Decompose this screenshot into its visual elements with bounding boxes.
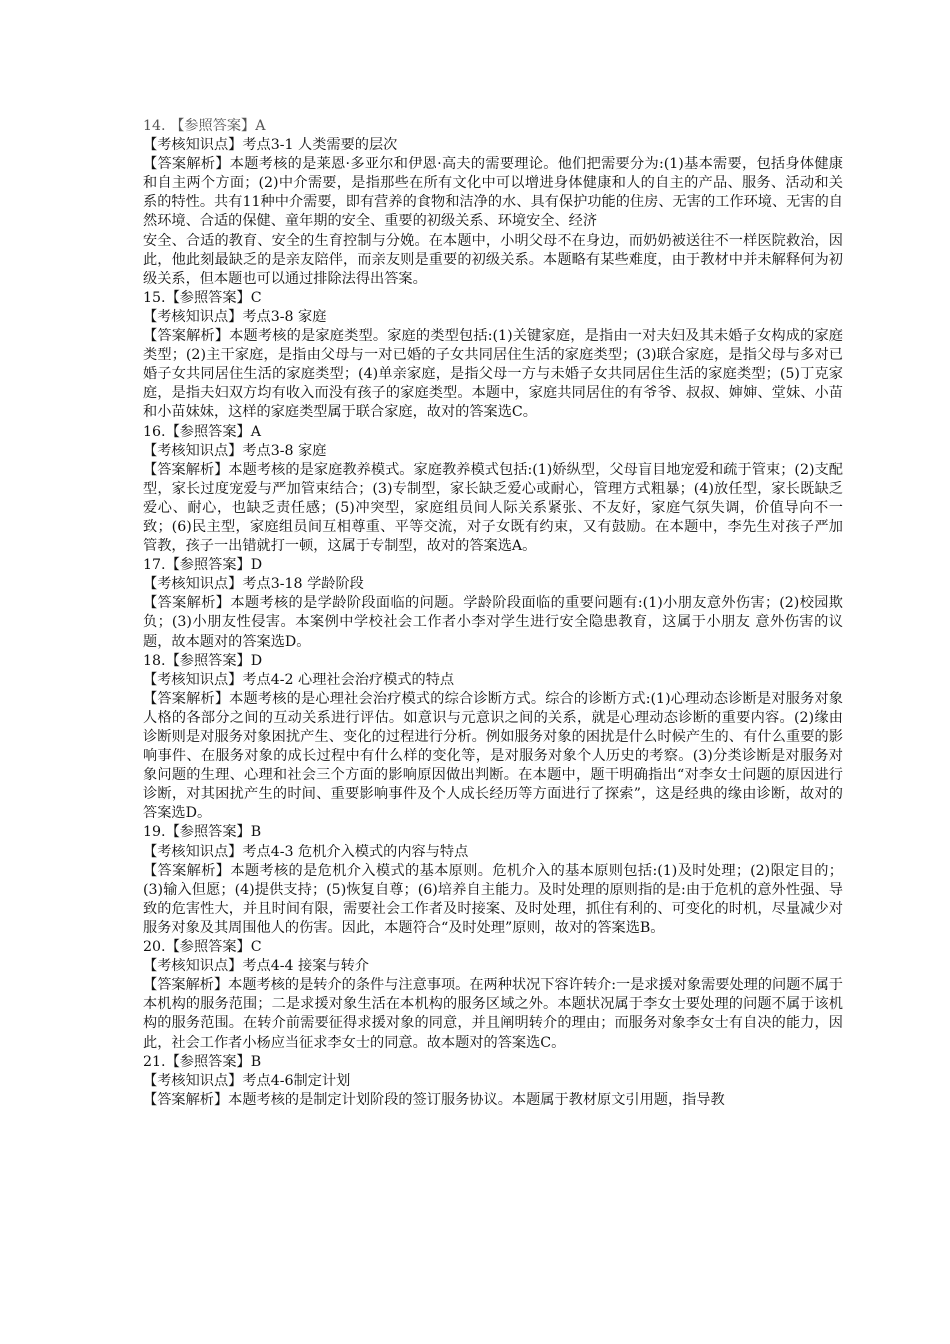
answer-line: 21.【参照答案】B	[143, 1053, 262, 1070]
answer-analysis: 【答案解析】本题考核的是家庭教养模式。家庭教养模式包括:(1)娇纵型，父母盲目地宠爱和疏于管束；(2)支配型，家长过度宠爱与严加管束结合；(3)专制型，家长缺乏爱心或耐心，管理方式粗暴；(4)放任型，家长既缺乏爱心、耐心，也缺乏责任感；(5)冲突型，家庭组员间人际关系紧张、不友好，家庭气氛失调，价值导向不一致；(6)民主型，家庭组员间互相尊重、平等交流，对子女既有约束，又有鼓励。在本题中，李先生对孩子严加管教，孩子一出错就打一顿，这属于专制型，故对的答案选A。	[143, 461, 843, 555]
answer-line: 15.【参照答案】C	[143, 289, 262, 306]
answer-line: 17.【参照答案】D	[143, 557, 263, 574]
knowledge-point: 【考核知识点】考点4-4 接案与转介	[143, 958, 369, 975]
question-block-20	[143, 938, 843, 1053]
question-block-15	[143, 289, 843, 423]
knowledge-point: 【考核知识点】考点4-6制定计划	[143, 1072, 351, 1089]
answer-analysis-continued: 安全、合适的教育、安全的生育控制与分娩。在本题中，小明父母不在身边，而奶奶被送往不一样医院救治，因此，他此刻最缺乏的是亲友陪伴，而亲友则是重要的初级关系。本题略有某些难度，由于教材中并未解释何为初级关系，但本题也可以通过排除法得出答案。	[143, 232, 843, 287]
answer-analysis: 【答案解析】本题考核的是莱恩·多亚尔和伊恩·高夫的需要理论。他们把需要分为:(1)基本需要，包括身体健康和自主两个方面；(2)中介需要，是指那些在所有文化中可以增进身体健康和人的自主的产品、服务、活动和关系的特性。共有11种中介需要，即有营养的食物和洁净的水、具有保护功能的住房、无害的工作环境、无害的自然环境、合适的保健、童年期的安全、重要的初级关系、环境安全、经济	[143, 156, 843, 230]
answer-analysis: 【答案解析】本题考核的是制定计划阶段的签订服务协议。本题属于教材原文引用题，指导教	[143, 1091, 725, 1108]
answer-analysis: 【答案解析】本题考核的是学龄阶段面临的问题。学龄阶段面临的重要问题有:(1)小朋友意外伤害；(2)校园欺负；(3)小朋友性侵害。本案例中学校社会工作者小李对学生进行安全隐患教育，这属于小朋友 意外伤害的议题，故本题对的答案选D。	[143, 595, 843, 650]
answer-line: 18.【参照答案】D	[143, 652, 263, 669]
knowledge-point: 【考核知识点】考点4-2 心理社会治疗模式的特点	[143, 671, 455, 688]
knowledge-point: 【考核知识点】考点3-1 人类需要的层次	[143, 137, 398, 154]
question-block-19	[143, 823, 843, 938]
answer-analysis: 【答案解析】本题考核的是危机介入模式的基本原则。危机介入的基本原则包括:(1)及时处理；(2)限定目的；(3)输入但愿；(4)提供支持；(5)恢复自尊；(6)培养自主能力。及时处理的原则指的是:由于危机的意外性强、导致的危害性大，并且时间有限，需要社会工作者及时接案、及时处理，抓住有利的、可变化的时机，尽量减少对服务对象及其周围他人的伤害。因此，本题符合“及时处理”原则，故对的答案选B。	[143, 862, 843, 936]
knowledge-point: 【考核知识点】考点3-18 学龄阶段	[143, 576, 364, 593]
answer-analysis: 【答案解析】本题考核的是家庭类型。家庭的类型包括:(1)关键家庭，是指由一对夫妇及其未婚子女构成的家庭类型；(2)主干家庭，是指由父母与一对已婚的子女共同居住生活的家庭类型；(3)联合家庭，是指父母与多对已婚子女共同居住生活的家庭类型；(4)单亲家庭，是指父母一方与未婚子女共同居住生活的家庭类型；(5)丁克家庭，是指夫妇双方均有收入而没有孩子的家庭类型。本题中，家庭共同居住的有爷爷、叔叔、婶婶、堂妹、小苗和小苗妹妹，这样的家庭类型属于联合家庭，故对的答案选C。	[143, 328, 843, 421]
answer-line: 20.【参照答案】C	[143, 939, 262, 956]
answer-line: 14. 【参照答案】A	[143, 118, 266, 134]
question-block-18	[143, 652, 843, 824]
answer-analysis: 【答案解析】本题考核的是转介的条件与注意事项。在两种状况下容许转介:一是求援对象需要处理的问题不属于本机构的服务范围；二是求援对象生活在本机构的服务区域之外。本题状况属于李女士要处理的问题不属于该机构的服务范围。在转介前需要征得求援对象的同意，并且阐明转介的理由；而服务对象李女士有自决的能力，因此，社会工作者小杨应当征求李女士的同意。故本题对的答案选C。	[143, 977, 843, 1051]
answer-line: 16.【参照答案】A	[143, 423, 261, 440]
answer-analysis: 【答案解析】本题考核的是心理社会治疗模式的综合诊断方式。综合的诊断方式:(1)心理动态诊断是对服务对象人格的各部分之间的互动关系进行评估。如意识与元意识之间的关系，就是心理动态诊断的重要内容。(2)缘由诊断则是对服务对象困扰产生、变化的过程进行分析。例如服务对象的困扰是什么时候产生的、有什么重要的影响事件、在服务对象的成长过程中有什么样的变化等，是对服务对象个人历史的考察。(3)分类诊断是对服务对象问题的生理、心理和社会三个方面的影响原因做出判断。在本题中，题干明确指出“对李女士问题的原因进行诊断，对其困扰产生的时间、重要影响事件及个人成长经历等方面进行了探索”，这是经典的缘由诊断，故对的答案选D。	[143, 690, 843, 822]
knowledge-point: 【考核知识点】考点4-3 危机介入模式的内容与特点	[143, 843, 469, 860]
question-block-16	[143, 423, 843, 557]
question-block-17	[143, 556, 843, 651]
document-page	[143, 117, 843, 1110]
question-block-21	[143, 1053, 843, 1110]
question-block-14	[143, 117, 843, 289]
knowledge-point: 【考核知识点】考点3-8 家庭	[143, 442, 327, 459]
knowledge-point: 【考核知识点】考点3-8 家庭	[143, 308, 327, 325]
answer-line: 19.【参照答案】B	[143, 824, 262, 841]
